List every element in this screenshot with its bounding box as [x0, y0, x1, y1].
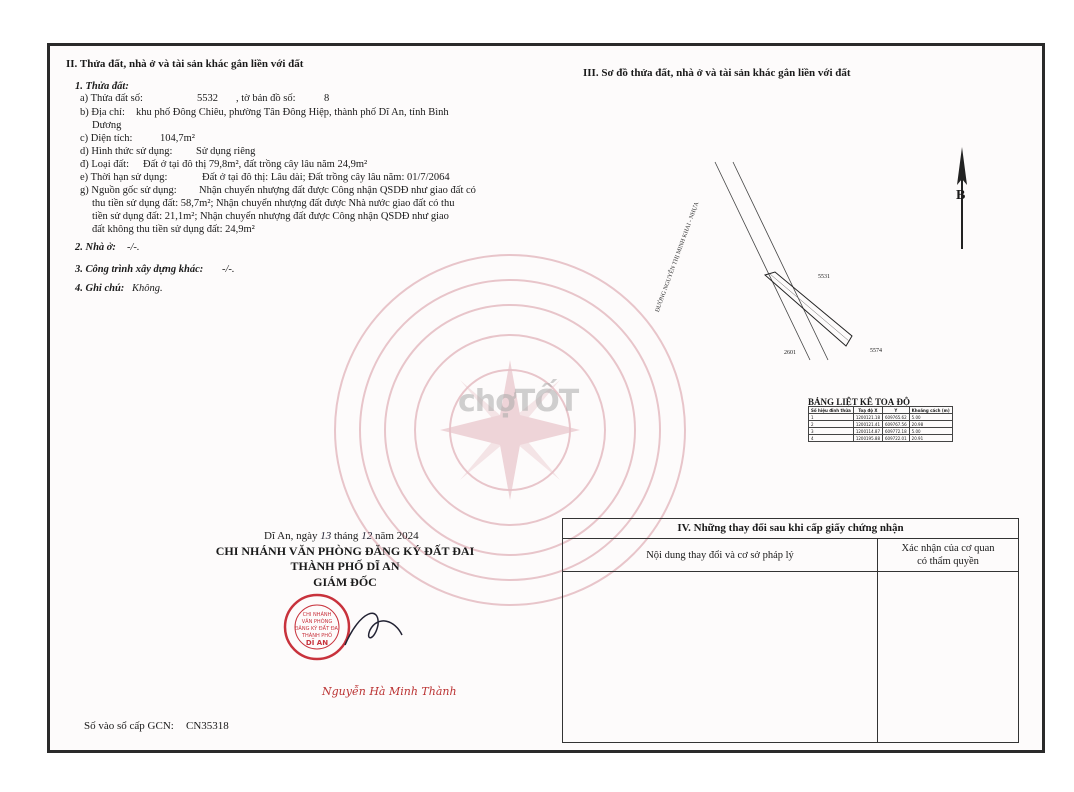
coords-header: Toạ độ X	[853, 407, 882, 414]
house-label: 2. Nhà ở:	[75, 242, 116, 253]
use-form-value: Sử dụng riêng	[196, 146, 256, 157]
coords-header: Y	[883, 407, 910, 414]
office-line1: CHI NHÁNH VĂN PHÒNG ĐĂNG KÝ ĐẤT ĐAI	[215, 544, 475, 558]
neighbor-bottom-right: 5574	[870, 348, 882, 354]
table-row	[809, 428, 953, 435]
date-day: 13	[320, 530, 332, 542]
use-form-label: d) Hình thức sử dụng:	[80, 146, 173, 157]
date-prefix: Dĩ An, ngày	[264, 530, 318, 542]
north-label: B	[956, 188, 966, 203]
map-sheet-value: 8	[324, 93, 330, 104]
coords-cell: 3	[809, 428, 854, 435]
stamp-text: THÀNH PHỐ	[301, 633, 333, 639]
map-sheet-label: , tờ bản đồ số:	[236, 93, 296, 104]
coords-cell: 4	[809, 435, 854, 442]
coords-cell: 609765.62	[883, 414, 910, 421]
term-value: Đất ở tại đô thị: Lâu dài; Đất trồng cây lâu năm: 01/7/2064	[202, 172, 450, 183]
date-month: 12	[361, 530, 373, 542]
stamp-text: DĨ AN	[305, 639, 329, 647]
office-line2: THÀNH PHỐ DĨ AN	[290, 559, 400, 573]
date-line	[264, 530, 419, 542]
section3-title: III. Sơ đồ thửa đất, nhà ở và tài sản khác gắn liền với đất	[583, 67, 851, 79]
parcel-no-value: 5532	[197, 93, 218, 104]
coords-table	[808, 406, 953, 442]
construction-label: 3. Công trình xây dựng khác:	[75, 264, 204, 275]
coords-cell: 5.00	[909, 428, 952, 435]
changes-confirm-column	[878, 539, 1018, 742]
origin-line1: Nhận chuyển nhượng đất được Công nhận QSDĐ như giao đất có	[199, 185, 476, 196]
land-type-label: đ) Loại đất:	[80, 159, 129, 170]
origin-label: g) Nguồn gốc sử dụng:	[80, 185, 177, 196]
changes-table	[562, 518, 1019, 743]
table-row	[809, 421, 953, 428]
address-line1: khu phố Đông Chiêu, phường Tân Đông Hiệp, thành phố Dĩ An, tỉnh Bình	[136, 107, 449, 118]
section4-title: IV. Những thay đổi sau khi cấp giấy chứng nhận	[563, 519, 1018, 539]
signer-name: Nguyễn Hà Minh Thành	[322, 685, 457, 698]
coords-cell: 1200195.88	[853, 435, 882, 442]
stamp-text: CHI NHÁNH	[302, 612, 332, 618]
origin-line4: đất không thu tiền sử dụng đất: 24,9m²	[92, 224, 255, 235]
role-title: GIÁM ĐỐC	[313, 575, 377, 589]
origin-line3: tiền sử dụng đất: 21,1m²; Nhận chuyển nhượng đất được Công nhận QSDĐ như giao	[92, 211, 449, 222]
date-year: năm 2024	[374, 530, 419, 542]
house-value: -/-.	[127, 242, 140, 253]
coords-cell: 609722.01	[883, 435, 910, 442]
handwritten-signature-mark	[340, 600, 410, 650]
changes-col1-header: Nội dung thay đổi và cơ sở pháp lý	[563, 539, 877, 572]
coords-cell: 5.00	[909, 414, 952, 421]
coords-cell: 609772.18	[883, 428, 910, 435]
address-label: b) Địa chỉ:	[80, 107, 125, 118]
registry-label: Số vào sổ cấp GCN:	[84, 720, 174, 732]
registry-value: CN35318	[186, 720, 229, 732]
neighbor-bottom-left: 2601	[784, 350, 796, 356]
neighbor-top: 5531	[818, 274, 830, 280]
origin-line2: thu tiền sử dụng đất: 58,7m²; Nhận chuyển nhượng đất được Nhà nước giao đất có thu	[92, 198, 455, 209]
section2-title: II. Thửa đất, nhà ở và tài sản khác gắn liền với đất	[66, 58, 304, 70]
address-line2: Dương	[92, 120, 122, 131]
table-row	[809, 435, 953, 442]
term-label: e) Thời hạn sử dụng:	[80, 172, 168, 183]
parcel-no-label: a) Thửa đất số:	[80, 93, 143, 104]
area-value: 104,7m²	[160, 133, 195, 144]
table-row	[809, 414, 953, 421]
coords-cell: 1200114.87	[853, 428, 882, 435]
construction-value: -/-.	[222, 264, 235, 275]
land-type-value: Đất ở tại đô thị 79,8m², đất trồng cây lâu năm 24,9m²	[143, 159, 368, 170]
stamp-text: VĂN PHÒNG	[301, 619, 333, 625]
changes-col2-line1: Xác nhận của cơ quan	[901, 543, 995, 554]
note-label: 4. Ghi chú:	[75, 283, 125, 294]
parcel-heading: 1. Thửa đất:	[75, 81, 129, 92]
date-month-label: tháng	[333, 530, 359, 542]
coords-cell: 1200121.18	[853, 414, 882, 421]
brand-watermark: chợTỐT	[458, 384, 579, 419]
coords-cell: 20.98	[909, 421, 952, 428]
coords-header: Số hiệu đỉnh thửa	[809, 407, 854, 414]
coords-cell: 609767.56	[883, 421, 910, 428]
note-value: Không.	[132, 283, 163, 294]
changes-col2-line2: có thẩm quyền	[917, 556, 979, 567]
road-label: ĐƯỜNG NGUYỄN THỊ MINH KHAI - NHỰA	[654, 201, 701, 314]
coords-title: BẢNG LIỆT KÊ TOẠ ĐỘ	[808, 397, 911, 407]
coords-header: Khoảng cách (m)	[909, 407, 952, 414]
coords-cell: 20.91	[909, 435, 952, 442]
coords-cell: 1	[809, 414, 854, 421]
stamp-text: ĐĂNG KÝ ĐẤT ĐAI	[294, 626, 340, 632]
coords-cell: 2	[809, 421, 854, 428]
coords-cell: 1200121.41	[853, 421, 882, 428]
changes-col2-header	[878, 539, 1018, 572]
area-label: c) Diện tích:	[80, 133, 133, 144]
changes-content-column	[563, 539, 878, 742]
